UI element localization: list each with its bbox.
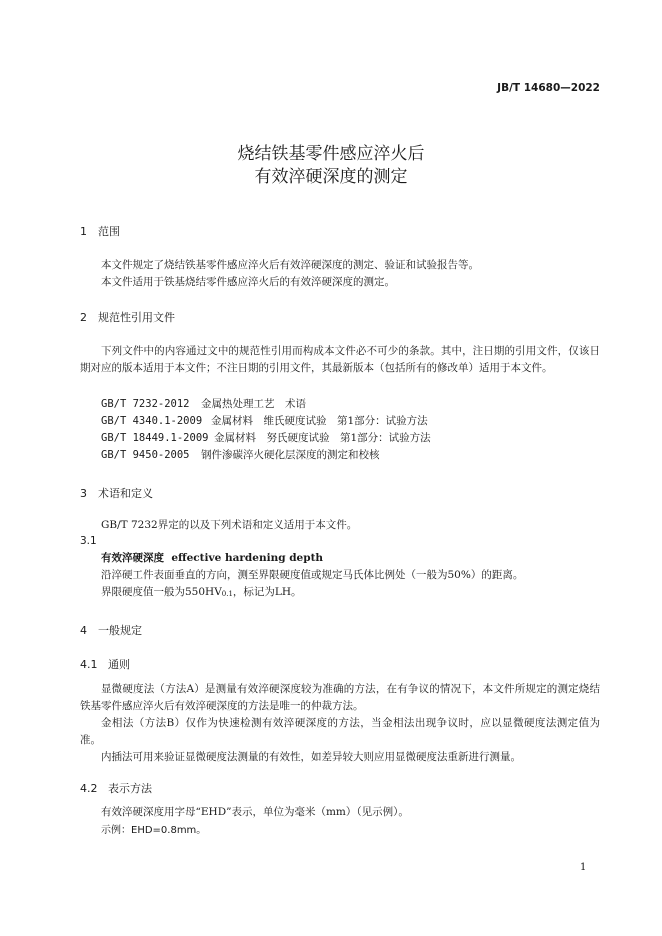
section-title: 规范性引用文件 [98, 311, 175, 324]
section-3-heading [80, 485, 153, 501]
reference-title: 钢件渗碳淬火硬化层深度的测定和校核 [201, 449, 380, 461]
reference-title: 金属热处理工艺 术语 [201, 398, 306, 410]
subsection-number: 4.2 [80, 782, 98, 795]
reference-code: GB/T 7232-2012 [101, 398, 190, 410]
reference-code: GB/T 9450-2005 [101, 449, 190, 461]
subsection-title: 通则 [108, 658, 130, 671]
term-definition: 沿淬硬工件表面垂直的方向，测至界限硬度值或规定马氏体比例处（一般为50%）的距离。 [101, 569, 524, 581]
document-title-line1: 烧结铁基零件感应淬火后 [237, 144, 425, 164]
document-title-line2: 有效淬硬深度的测定 [254, 167, 408, 187]
subsection-4-1-heading [80, 656, 130, 672]
section-number: 2 [80, 311, 87, 324]
subsection-4-1-paragraph-2: 金相法（方法B）仅作为快速检测有效淬硬深度的方法，当金相法出现争议时，应以显微硬度法测定值为准。 [80, 717, 600, 746]
subsection-title: 表示方法 [108, 782, 152, 795]
term-note-text-end: ，标记为LH。 [232, 586, 302, 598]
reference-item [101, 413, 428, 428]
section-number: 4 [80, 624, 87, 637]
subsection-4-1-paragraph-1: 显微硬度法（方法A）是测量有效淬硬深度较为准确的方法，在有争议的情况下，本文件所规定的测定烧结铁基零件感应淬火后有效淬硬深度的方法是唯一的仲裁方法。 [80, 683, 600, 712]
reference-title: 金属材料 维氏硬度试验 第1部分：试验方法 [211, 415, 428, 427]
document-number: JB/T 14680—2022 [497, 82, 600, 94]
term-english: effective hardening depth [171, 552, 324, 564]
section-1-paragraph-1: 本文件规定了烧结铁基零件感应淬火后有效淬硬深度的测定、验证和试验报告等。 [101, 259, 479, 271]
subsection-4-2-heading [80, 780, 152, 796]
term-note [101, 584, 302, 603]
section-4-heading [80, 622, 142, 638]
term-number: 3.1 [80, 535, 97, 547]
subsection-number: 4.1 [80, 658, 98, 671]
term-note-subscript: 0.1 [221, 590, 233, 598]
section-1-paragraph-2: 本文件适用于铁基烧结零件感应淬火后的有效淬硬深度的测定。 [101, 276, 395, 288]
section-3-intro: GB/T 7232界定的以及下列术语和定义适用于本文件。 [101, 519, 358, 531]
section-number: 3 [80, 487, 87, 500]
reference-code: GB/T 18449.1-2009 [101, 432, 209, 444]
reference-item [101, 396, 306, 411]
section-1-heading [80, 223, 120, 239]
subsection-4-1-paragraph-3: 内插法可用来验证显微硬度法测量的有效性，如差异较大则应用显微硬度法重新进行测量。 [101, 751, 521, 763]
reference-title: 金属材料 努氏硬度试验 第1部分：试验方法 [214, 432, 431, 444]
reference-item [101, 447, 380, 462]
section-title: 一般规定 [98, 624, 142, 637]
reference-code: GB/T 4340.1-2009 [101, 415, 203, 427]
section-title: 术语和定义 [98, 487, 153, 500]
term-chinese: 有效淬硬深度 [101, 552, 164, 564]
section-title: 范围 [98, 225, 120, 238]
section-number: 1 [80, 225, 87, 238]
page-number: 1 [580, 862, 587, 873]
term-heading [101, 550, 323, 567]
section-2-heading [80, 309, 175, 325]
section-2-intro: 下列文件中的内容通过文中的规范性引用而构成本文件必不可少的条款。其中，注日期的引用文件，仅该日期对应的版本适用于本文件；不注日期的引用文件，其最新版本（包括所有的修改单）适用于本文件。 [80, 345, 600, 374]
term-note-text: 界限硬度值一般为550HV [101, 586, 222, 598]
reference-item [101, 430, 431, 445]
example-line: 示例：EHD=0.8mm。 [101, 825, 207, 836]
subsection-4-2-paragraph: 有效淬硬深度用字母“EHD”表示，单位为毫米（mm）（见示例）。 [101, 806, 409, 818]
